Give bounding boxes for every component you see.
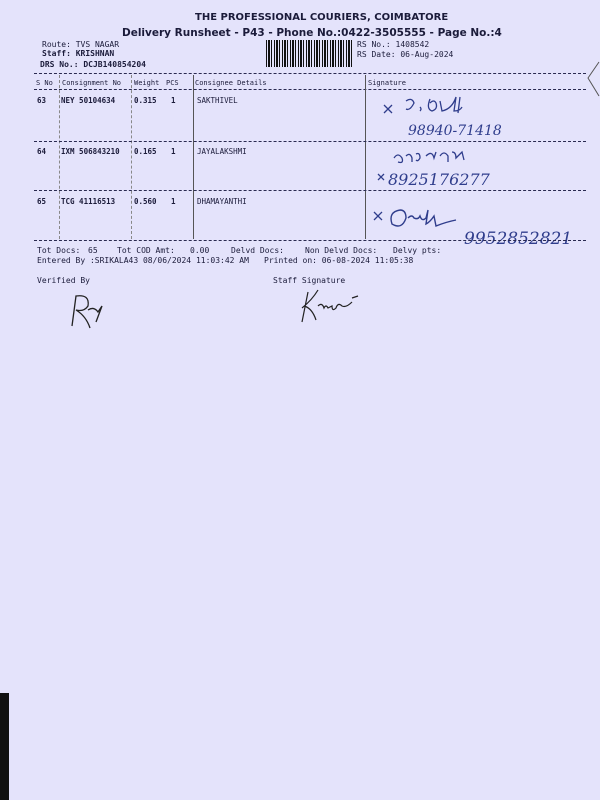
tot-docs-label: Tot Docs: xyxy=(37,246,81,255)
divider xyxy=(34,73,586,74)
col-separator xyxy=(131,75,132,239)
row-sno: 65 xyxy=(37,197,47,206)
row-pcs: 1 xyxy=(171,147,176,156)
col-separator xyxy=(59,75,60,239)
staff-signature xyxy=(296,284,366,326)
rs-number: RS No.: 1408542 xyxy=(357,40,430,49)
svg-text:8925176277: 8925176277 xyxy=(388,170,490,189)
page-edge-mark xyxy=(585,60,600,100)
delvy-pts-label: Delvy pts: xyxy=(393,246,442,255)
col-pcs: PCS xyxy=(166,79,179,87)
row-sno: 63 xyxy=(37,96,47,105)
staff-label: Staff: KRISHNAN xyxy=(42,49,115,58)
verified-signature xyxy=(64,290,114,330)
route-label: Route: TVS NAGAR xyxy=(42,40,120,49)
runsheet-subtitle: Delivery Runsheet - P43 - Phone No.:0422-3505555 - Page No.:4 xyxy=(122,27,502,39)
divider xyxy=(34,190,586,191)
col-consignee: Consignee Details xyxy=(195,79,267,87)
drs-number: DRS No.: DCJB140854204 xyxy=(40,60,146,69)
svg-text:9952852821: 9952852821 xyxy=(464,229,573,249)
row-weight: 0.560 xyxy=(134,197,157,206)
company-title: THE PROFESSIONAL COURIERS, COIMBATORE xyxy=(195,12,449,23)
row-consignment: NEY 50104634 xyxy=(61,96,116,105)
verified-by-label: Verified By xyxy=(37,276,90,285)
rs-date: RS Date: 06-Aug-2024 xyxy=(357,50,454,59)
tot-cod-label: Tot COD Amt: xyxy=(117,246,175,255)
row-weight: 0.165 xyxy=(134,147,157,156)
row-weight: 0.315 xyxy=(134,96,157,105)
signature-row-64 xyxy=(372,144,572,190)
divider xyxy=(34,141,586,142)
tot-cod-value: 0.00 xyxy=(190,246,210,255)
col-sno: S No xyxy=(36,79,53,87)
row-consignment: IXM 506843210 xyxy=(61,147,120,156)
divider xyxy=(34,240,586,241)
col-signature: Signature xyxy=(368,79,406,87)
printed-on: Printed on: 06-08-2024 11:05:38 xyxy=(264,256,414,265)
svg-text:98940-71418: 98940-71418 xyxy=(408,123,502,139)
tot-docs-value: 65 xyxy=(88,246,98,255)
row-pcs: 1 xyxy=(171,96,176,105)
staff-signature-label: Staff Signature xyxy=(273,276,346,285)
row-consignment: TCG 41116513 xyxy=(61,197,116,206)
divider xyxy=(34,89,586,90)
row-consignee: JAYALAKSHMI xyxy=(197,147,247,156)
col-weight: Weight xyxy=(134,79,160,87)
row-pcs: 1 xyxy=(171,197,176,206)
signature-row-63 xyxy=(378,93,578,139)
col-consignment: Consignment No xyxy=(62,79,122,87)
row-consignee: DHAMAYANTHI xyxy=(197,197,247,206)
col-separator xyxy=(365,75,366,239)
signature-row-65 xyxy=(370,204,590,250)
delvd-docs-label: Delvd Docs: xyxy=(231,246,284,255)
col-separator xyxy=(193,75,194,239)
row-consignee: SAKTHIVEL xyxy=(197,96,238,105)
scan-edge-bar xyxy=(0,693,9,800)
entered-by: Entered By :SRIKALA43 08/06/2024 11:03:42 AM xyxy=(37,256,249,265)
non-delvd-label: Non Delvd Docs: xyxy=(305,246,378,255)
row-sno: 64 xyxy=(37,147,47,156)
barcode xyxy=(266,40,354,67)
